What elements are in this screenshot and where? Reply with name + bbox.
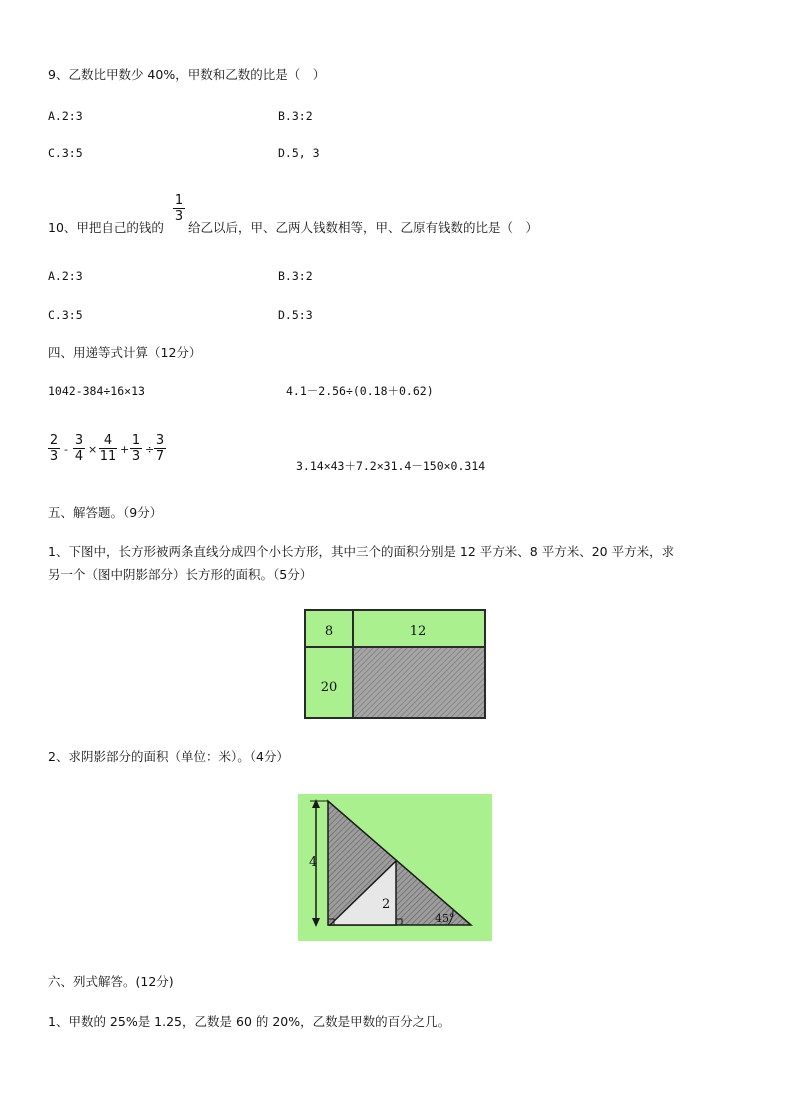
expr3-frac3-num: 4	[103, 433, 113, 448]
problem-6-1: 1、甲数的 25%是 1.25，乙数是 60 的 20%，乙数是甲数的百分之几。	[48, 1014, 451, 1029]
problem-5-1-line-1: 1、下图中，长方形被两条直线分成四个小长方形，其中三个的面积分别是 12 平方米、8 平方米、20 平方米，求	[48, 544, 675, 559]
expr3-operator-1: -	[64, 443, 68, 456]
q10-option-a: A.2:3	[48, 269, 83, 283]
q9-option-c: C.3:5	[48, 146, 83, 160]
expression-4: 3.14×43＋7.2×31.4－150×0.314	[296, 459, 486, 473]
shaded-rectangle	[353, 647, 484, 717]
q10-fraction-denominator: 3	[174, 209, 184, 224]
expr3-fraction-3	[99, 433, 117, 464]
expr3-frac1-den: 3	[49, 449, 59, 464]
expr3-frac2-num: 3	[74, 433, 84, 448]
angle-label: 45°	[435, 912, 455, 925]
section-6-title: 六、列式解答。(12分)	[48, 974, 174, 989]
rectangle-figure	[304, 609, 486, 719]
area-label-20: 20	[320, 680, 338, 695]
q10-option-d: D.5:3	[278, 308, 313, 322]
expr3-frac3-den: 11	[99, 449, 117, 464]
q10-fraction-numerator: 1	[174, 193, 184, 208]
q10-fraction	[173, 193, 185, 224]
expr3-frac5-den: 7	[155, 449, 165, 464]
expr3-operator-2: ×	[88, 443, 98, 456]
section-4-title: 四、用递等式计算（12分）	[48, 345, 202, 360]
question-10-stem-start: 10、甲把自己的钱的	[48, 220, 164, 235]
expr3-frac2-den: 4	[74, 449, 84, 464]
section-5-title: 五、解答题。（9分）	[48, 505, 163, 520]
expr3-fraction-1	[48, 433, 60, 464]
expr3-fraction-5	[154, 433, 166, 464]
expr3-operator-4: ÷	[145, 443, 155, 456]
expr3-fraction-2	[73, 433, 85, 464]
area-label-8: 8	[324, 624, 334, 639]
problem-5-2: 2、求阴影部分的面积（单位：米）。（4分）	[48, 749, 289, 764]
expression-1: 1042-384÷16×13	[48, 384, 145, 398]
q10-option-b: B.3:2	[278, 269, 313, 283]
expr3-operator-3: +	[120, 443, 130, 456]
expr3-fraction-4	[130, 433, 142, 464]
expression-2: 4.1－2.56÷(0.18＋0.62)	[286, 384, 434, 398]
side-label: 2	[382, 897, 391, 912]
q9-option-b: B.3:2	[278, 109, 313, 123]
area-label-12: 12	[409, 624, 427, 639]
problem-5-1-line-2: 另一个（图中阴影部分）长方形的面积。（5分）	[48, 567, 313, 582]
triangle-figure	[298, 794, 492, 941]
expr3-frac5-num: 3	[155, 433, 165, 448]
expr3-frac4-den: 3	[131, 449, 141, 464]
question-10-stem-end: 给乙以后，甲、乙两人钱数相等，甲、乙原有钱数的比是（ ）	[188, 220, 539, 235]
q9-option-a: A.2:3	[48, 109, 83, 123]
height-label: 4	[309, 855, 318, 870]
q9-option-d: D.5, 3	[278, 146, 320, 160]
question-9-stem: 9、乙数比甲数少 40%，甲数和乙数的比是（ ）	[48, 67, 326, 82]
q10-option-c: C.3:5	[48, 308, 83, 322]
expr3-frac1-num: 2	[49, 433, 59, 448]
expr3-frac4-num: 1	[131, 433, 141, 448]
